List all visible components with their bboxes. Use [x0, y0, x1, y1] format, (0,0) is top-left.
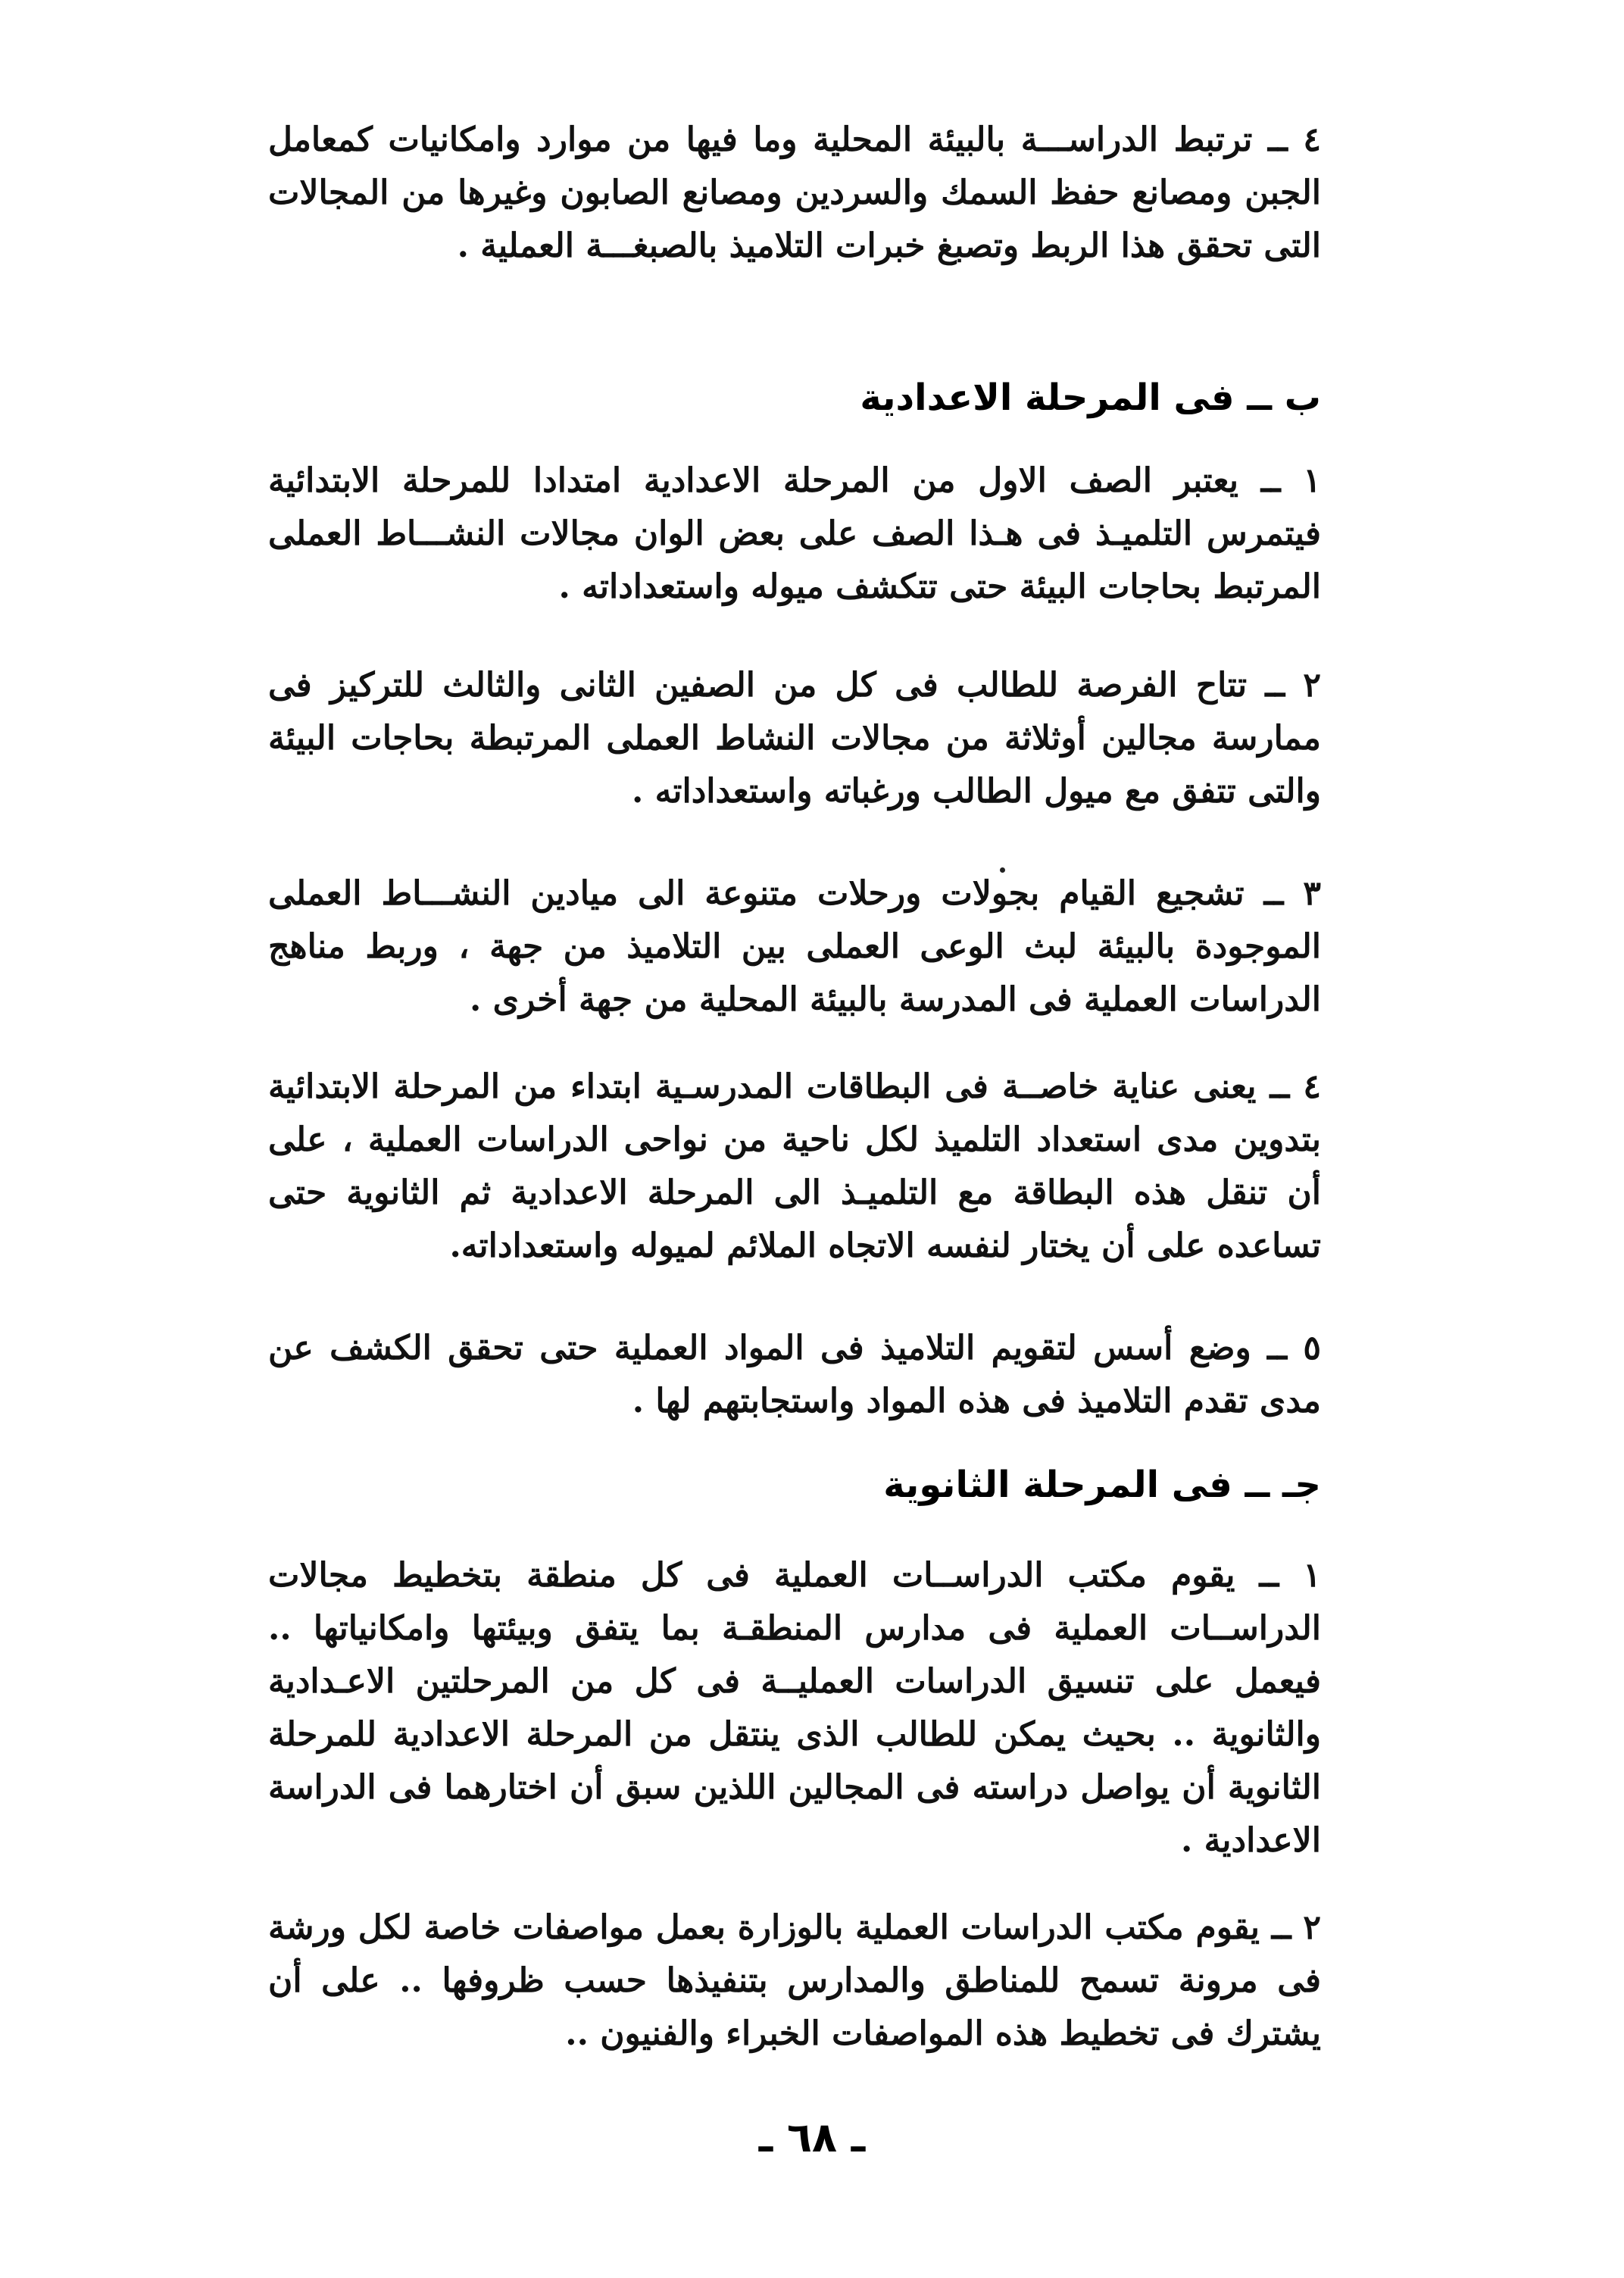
paragraph-b5: ٥ ــ وضع أسس لتقويم التلاميذ فى المواد العملية حتى تحقق الكشف عن مدى تقدم التلاميذ فى هذه المواد واستجابتهم لها . [268, 1329, 1321, 1420]
paragraph-a4: ٤ ــ ترتبط الدراســـة بالبيئة المحلية وما فيها من موارد وامكانيات كمعامل الجبن ومصانع حفظ السمك والسردين ومصانع الصابون وغيرها من المجالات التى تحقق هذا الربط وتصبغ خبرات التلاميذ بالصبغـــة العملية . [268, 120, 1321, 265]
section-heading-preparatory: ب ــ فى المرحلة الاعدادية [860, 377, 1321, 419]
paragraph-b4: ٤ ــ يعنى عناية خاصــة فى البطاقات المدرسـية ابتداء من المرحلة الابتدائية بتدوين مدى استعداد التلميذ لكل ناحية من نواحى الدراسات العملية ، على أن تنقل هذه البطاقة مع التلميـذ الى المرحلة الاعدادية ثم الثانوية حتى تساعده على أن يختار لنفسه الاتجاه الملائم لميوله واستعداداته. [268, 1067, 1321, 1265]
section-heading-secondary: جـ ــ فى المرحلة الثانوية [883, 1464, 1321, 1506]
paragraph-b2: ٢ ــ تتاح الفرصة للطالب فى كل من الصفين الثانى والثالث للتركيز فى ممارسة مجالين أوثلاثة من مجالات النشاط العملى المرتبطة بحاجات البيئة والتى تتفق مع ميول الطالب ورغباته واستعداداته . [268, 666, 1321, 811]
paragraph-c1: ١ ــ يقوم مكتب الدراســات العملية فى كل منطقة بتخطيط مجالات الدراســات العملية فى مدارس المنطقـة بما يتفق وبيئتها وامكانياتها .. فيعمل على تنسيق الدراسات العمليــة فى كل من المرحلتين الاعـدادية والثانوية .. بحيث يمكن للطالب الذى ينتقل من المرحلة الاعدادية للمرحلة الثانوية أن يواصل دراسته فى المجالين اللذين سبق أن اختارهما فى الدراسة الاعدادية . [268, 1556, 1322, 1860]
paragraph-c2: ٢ ــ يقوم مكتب الدراسات العملية بالوزارة بعمل مواصفات خاصة لكل ورشة فى مرونة تسمح للمناطق والمدارس بتنفيذها حسب ظروفها .. على أن يشترك فى تخطيط هذه المواصفات الخبراء والفنيون .. [268, 1908, 1321, 2053]
paragraph-b3: ٣ ــ تشجيع القيام بجولات ورحلات متنوعة الى ميادين النشـــاط العملى الموجودة بالبيئة لبث الوعى العملى بين التلاميذ من جهة ، وربط مناهج الدراسات العملية فى المدرسة بالبيئة المحلية من جهة أخرى . [268, 874, 1321, 1019]
paragraph-b1: ١ ــ يعتبر الصف الاول من المرحلة الاعدادية امتدادا للمرحلة الابتدائية فيتمرس التلميـذ فى هـذا الصف على بعض الوان مجالات النشـــاط العملى المرتبط بحاجات البيئة حتى تتكشف ميوله واستعداداته . [268, 461, 1321, 606]
page-number: ـ ٦٨ ـ [758, 2114, 866, 2161]
